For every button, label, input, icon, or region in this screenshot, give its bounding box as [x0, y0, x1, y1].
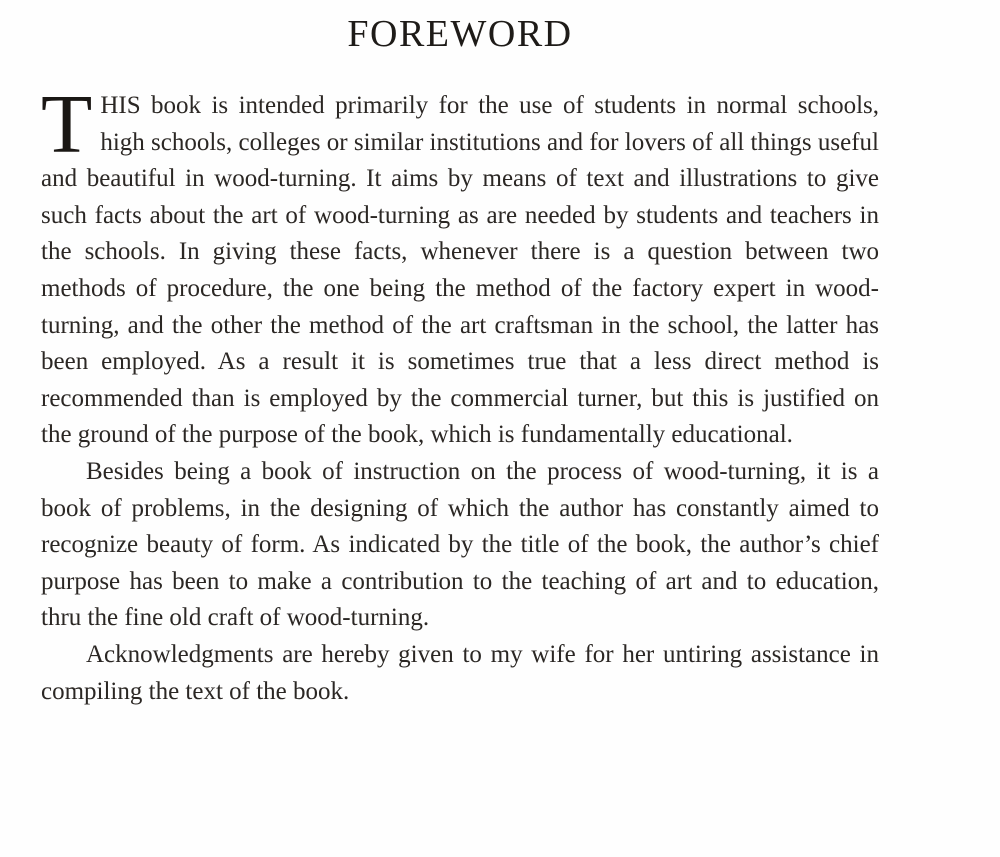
- paragraph-1-text: HIS book is intended primarily for the use of students in normal schools, high schools, colleges or similar institutions and for lovers of all things useful and beautiful in wood-turning. It aims by means of text and illustrations to give such facts about the art of wood-turning as are needed by students and teachers in the schools. In giving these facts, whenever there is a question between two methods of procedure, the one being the method of the factory expert in wood-turning, and the other the method of the art craftsman in the school, the latter has been employed. As a result it is sometimes true that a less direct method is recommended than is employed by the commercial turner, but this is justified on the ground of the purpose of the book, which is fundamentally educational.: [41, 92, 879, 449]
- paragraph-3: Acknowledgments are hereby given to my wife for her untiring assistance in compiling the text of the book.: [41, 640, 879, 705]
- foreword-body: [41, 78, 879, 710]
- page-title: FOREWORD: [347, 13, 573, 55]
- paragraph-1: [41, 78, 879, 454]
- paragraph-2: Besides being a book of instruction on the process of wood-turning, it is a book of problems, in the designing of which the author has constantly aimed to recognize beauty of form. As indicated by the title of the book, the author’s chief purpose has been to make a contribution to the teaching of art and to education, thru the fine old craft of wood-turning.: [41, 457, 879, 632]
- drop-cap: T: [41, 78, 93, 171]
